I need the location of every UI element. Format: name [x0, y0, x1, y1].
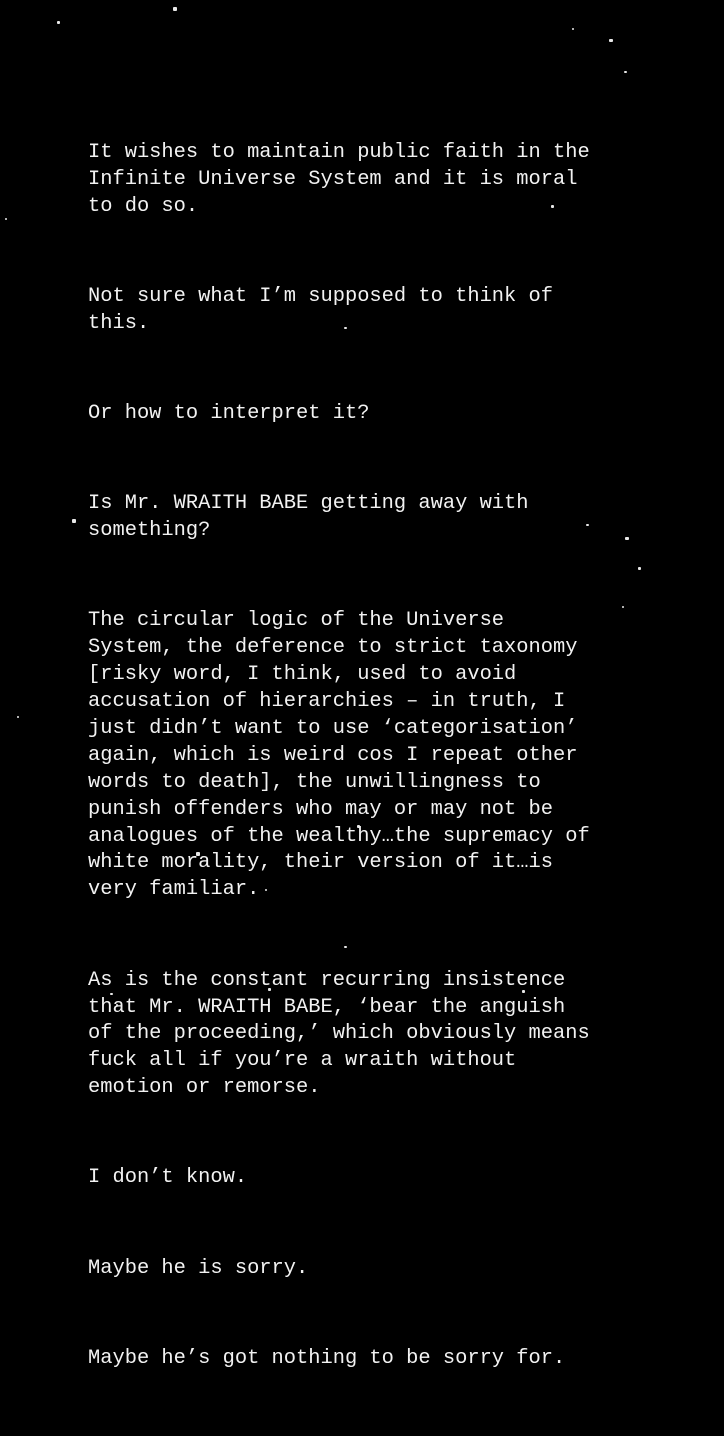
paragraph: As is the constant recurring insistence that Mr. WRAITH BABE, ‘bear the anguish of the proceeding,’ which obviously means fuck all if you’re a wraith without emotion or remorse. [88, 968, 590, 1100]
paragraph: I don’t know. [88, 1166, 248, 1190]
paragraph: Or how to interpret it? [88, 401, 370, 425]
scan-speck [609, 39, 613, 42]
paragraph: The circular logic of the Universe System, the deference to strict taxonomy [risky word, I think, used to avoid accusation of hierarchies – in truth, I just didn’t want to use ‘categorisation’ again, which is weird cos I repeat other words to death], the unwillingness to punish offenders who may or may not be analogues of the wealthy…the supremacy of white morality, their version of it…is very familiar. [88, 609, 590, 902]
scan-speck [57, 21, 60, 24]
paragraph: Not sure what I’m supposed to think of this. [88, 284, 553, 335]
paragraph: Is Mr. WRAITH BABE getting away with something? [88, 492, 529, 543]
scan-speck [17, 716, 19, 718]
scan-speck [72, 519, 76, 523]
body-text [88, 86, 648, 1436]
scan-speck [5, 218, 7, 220]
paragraph: Maybe he’s got nothing to be sorry for. [88, 1346, 566, 1370]
paragraph: It wishes to maintain public faith in the Infinite Universe System and it is moral to do so. [88, 140, 590, 218]
scan-speck [572, 28, 574, 30]
scan-speck [173, 7, 177, 11]
paragraph: Maybe he is sorry. [88, 1256, 309, 1280]
scan-speck [624, 71, 627, 73]
